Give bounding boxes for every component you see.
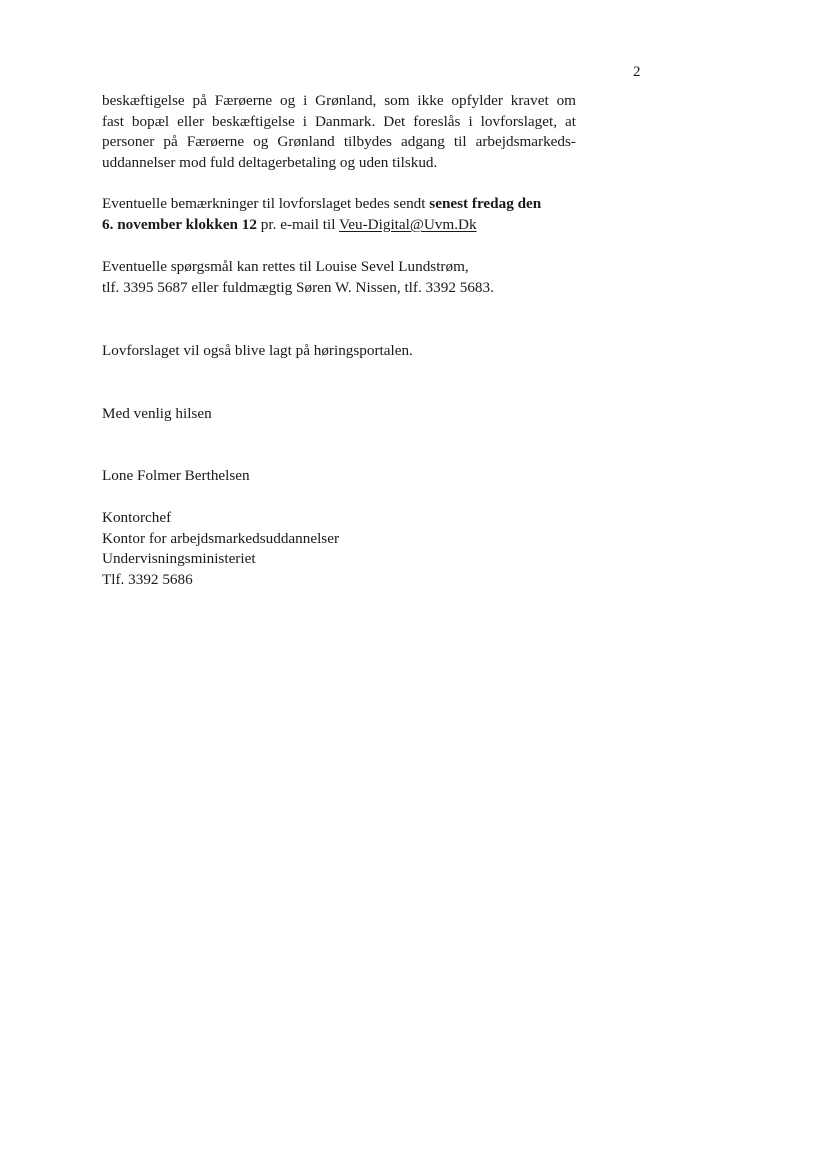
- greeting: [102, 404, 576, 425]
- intro-line: fast bopæl eller beskæftigelse i Danmark. Det foreslås i lovforslaget, at: [102, 112, 576, 130]
- intro-line: beskæftigelse på Færøerne og i Grønland, som ikke opfylder kravet om: [102, 92, 576, 109]
- sender-phone: Tlf. 3392 5686: [102, 570, 193, 588]
- sender-title: Kontorchef: [102, 509, 172, 526]
- sender-details: [102, 508, 576, 590]
- sender-ministry: Undervisningsministeriet: [102, 550, 256, 568]
- intro-line: uddannelser mod fuld deltagerbetaling og uden tilskud.: [102, 153, 438, 171]
- deadline-text: senest fredag den: [429, 195, 542, 212]
- remarks-line-2: [102, 215, 576, 236]
- portal-text: Lovforslaget vil også blive lagt på høringsportalen.: [102, 342, 413, 359]
- questions-line: tlf. 3395 5687 eller fuldmægtig Søren W. Nissen, tlf. 3392 5683.: [102, 278, 494, 296]
- intro-line: personer på Færøerne og Grønland tilbydes adgang til arbejdsmarkeds-: [102, 133, 576, 151]
- questions-line: Eventuelle spørgsmål kan rettes til Louise Sevel Lundstrøm,: [102, 258, 469, 275]
- questions-paragraph: [102, 257, 576, 298]
- remarks-paragraph: [102, 194, 576, 235]
- email-link[interactable]: Veu-Digital@Uvm.Dk: [338, 215, 477, 233]
- signature: [102, 466, 576, 487]
- portal-paragraph: [102, 341, 576, 362]
- sender-office: Kontor for arbejdsmarkedsuddannelser: [102, 529, 340, 547]
- greeting-text: Med venlig hilsen: [102, 405, 212, 422]
- remarks-email-prefix: pr. e-mail til: [257, 215, 339, 233]
- remarks-text: Eventuelle bemærkninger til lovforslaget bedes sendt: [102, 195, 430, 212]
- remarks-line-1: [102, 194, 576, 215]
- signature-name: Lone Folmer Berthelsen: [102, 467, 250, 484]
- deadline-time: 6. november klokken 12: [102, 215, 257, 233]
- page-number: 2: [633, 64, 641, 80]
- intro-paragraph: [102, 91, 576, 173]
